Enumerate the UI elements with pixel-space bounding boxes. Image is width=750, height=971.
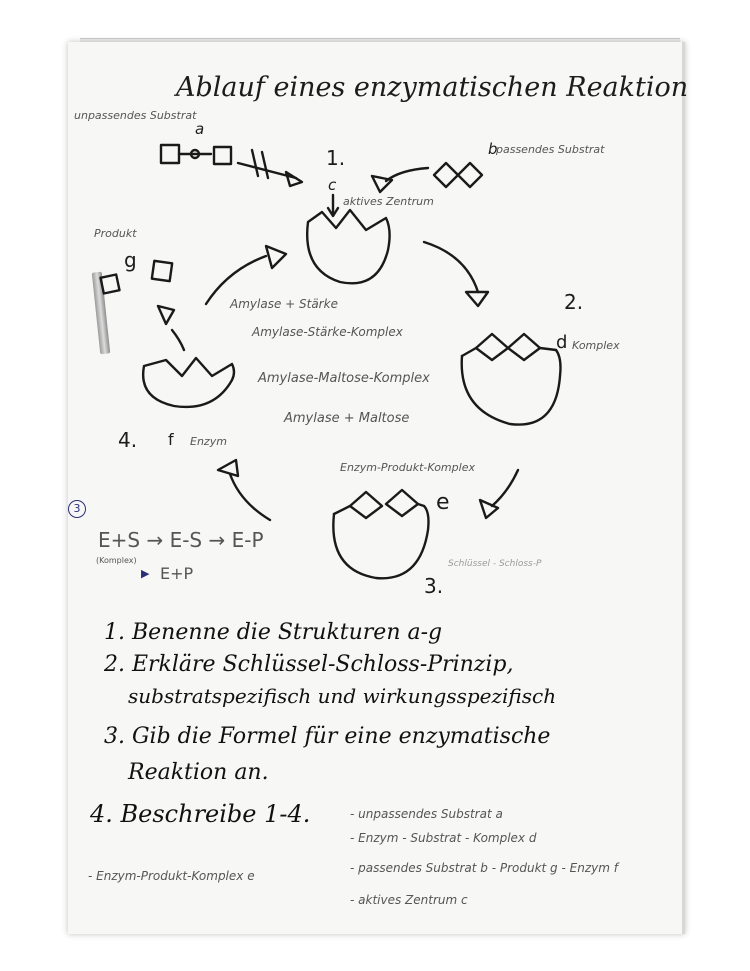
formula-marker: 3 xyxy=(68,500,86,518)
label-letter-d: d xyxy=(556,332,568,353)
label-letter-g: g xyxy=(124,248,137,272)
question-4: 4. Beschreibe 1-4. xyxy=(90,800,311,828)
enzyme-product-complex xyxy=(333,506,428,578)
unfit-substrate-square-1 xyxy=(161,145,179,163)
cycle-arrow-2 xyxy=(492,470,518,506)
label-letter-b: b xyxy=(488,140,498,158)
label-lock-key: Schlüssel - Schloss-P xyxy=(448,559,542,569)
formula-sub: (Komplex) xyxy=(96,556,137,565)
answer-4: - aktives Zentrum c xyxy=(350,893,468,907)
step-2-label: 2. xyxy=(564,290,584,314)
reaction-step-1: Amylase + Stärke xyxy=(230,297,338,311)
label-letter-a: a xyxy=(195,120,205,138)
label-letter-e: e xyxy=(436,490,450,515)
label-product: Produkt xyxy=(94,227,137,240)
enzyme-shape-top xyxy=(307,210,389,283)
step-3-label: 3. xyxy=(424,574,444,598)
question-3-cont: Reaktion an. xyxy=(128,760,269,785)
product-square-2 xyxy=(152,261,172,281)
question-2-cont: substratspezifisch und wirkungsspezifisch xyxy=(128,684,557,708)
answer-3: - passendes Substrat b - Produkt g - Enzym f xyxy=(350,861,618,875)
step-1-label: 1. xyxy=(326,146,346,170)
label-enzyme: Enzym xyxy=(190,435,227,448)
cycle-arrow-3 xyxy=(230,474,270,520)
label-enzyme-product-complex: Enzym-Produkt-Komplex xyxy=(340,461,475,474)
fit-substrate-diamond-2 xyxy=(458,163,482,187)
unfit-substrate-square-2 xyxy=(214,147,231,164)
step-4-label: 4. xyxy=(118,428,138,452)
label-active-site: aktives Zentrum xyxy=(343,195,434,208)
page-title: Ablauf eines enzymatischen Reaktion xyxy=(176,72,689,103)
enzyme-shape-left xyxy=(143,358,234,407)
reaction-step-2: Amylase-Stärke-Komplex xyxy=(252,325,403,339)
label-letter-c: c xyxy=(328,176,337,194)
question-3: 3. Gib die Formel für eine enzymatische xyxy=(104,724,551,749)
question-1: 1. Benenne die Strukturen a-g xyxy=(104,620,443,645)
label-letter-f: f xyxy=(168,430,174,449)
formula-line-2: E+P xyxy=(160,564,194,583)
formula-line-1: E+S → E-S → E-P xyxy=(98,528,264,552)
released-substrate xyxy=(158,306,174,324)
answer-left: - Enzym-Produkt-Komplex e xyxy=(88,869,255,883)
reaction-step-3: Amylase-Maltose-Komplex xyxy=(258,371,430,386)
question-2: 2. Erkläre Schlüssel-Schloss-Prinzip, xyxy=(104,652,514,677)
cycle-arrow-1 xyxy=(424,242,478,292)
enzyme-substrate-complex xyxy=(462,350,561,425)
label-complex: Komplex xyxy=(572,339,620,352)
label-unfit-substrate: unpassendes Substrat xyxy=(74,109,197,122)
fit-substrate-diamond-1 xyxy=(434,163,458,187)
product-square-1 xyxy=(101,275,120,294)
reaction-step-4: Amylase + Maltose xyxy=(284,411,410,426)
label-fit-substrate: passendes Substrat xyxy=(496,143,605,156)
answer-2: - Enzym - Substrat - Komplex d xyxy=(350,831,537,845)
formula-arrow-icon: ▶ xyxy=(141,567,150,580)
answer-1: - unpassendes Substrat a xyxy=(350,807,503,821)
